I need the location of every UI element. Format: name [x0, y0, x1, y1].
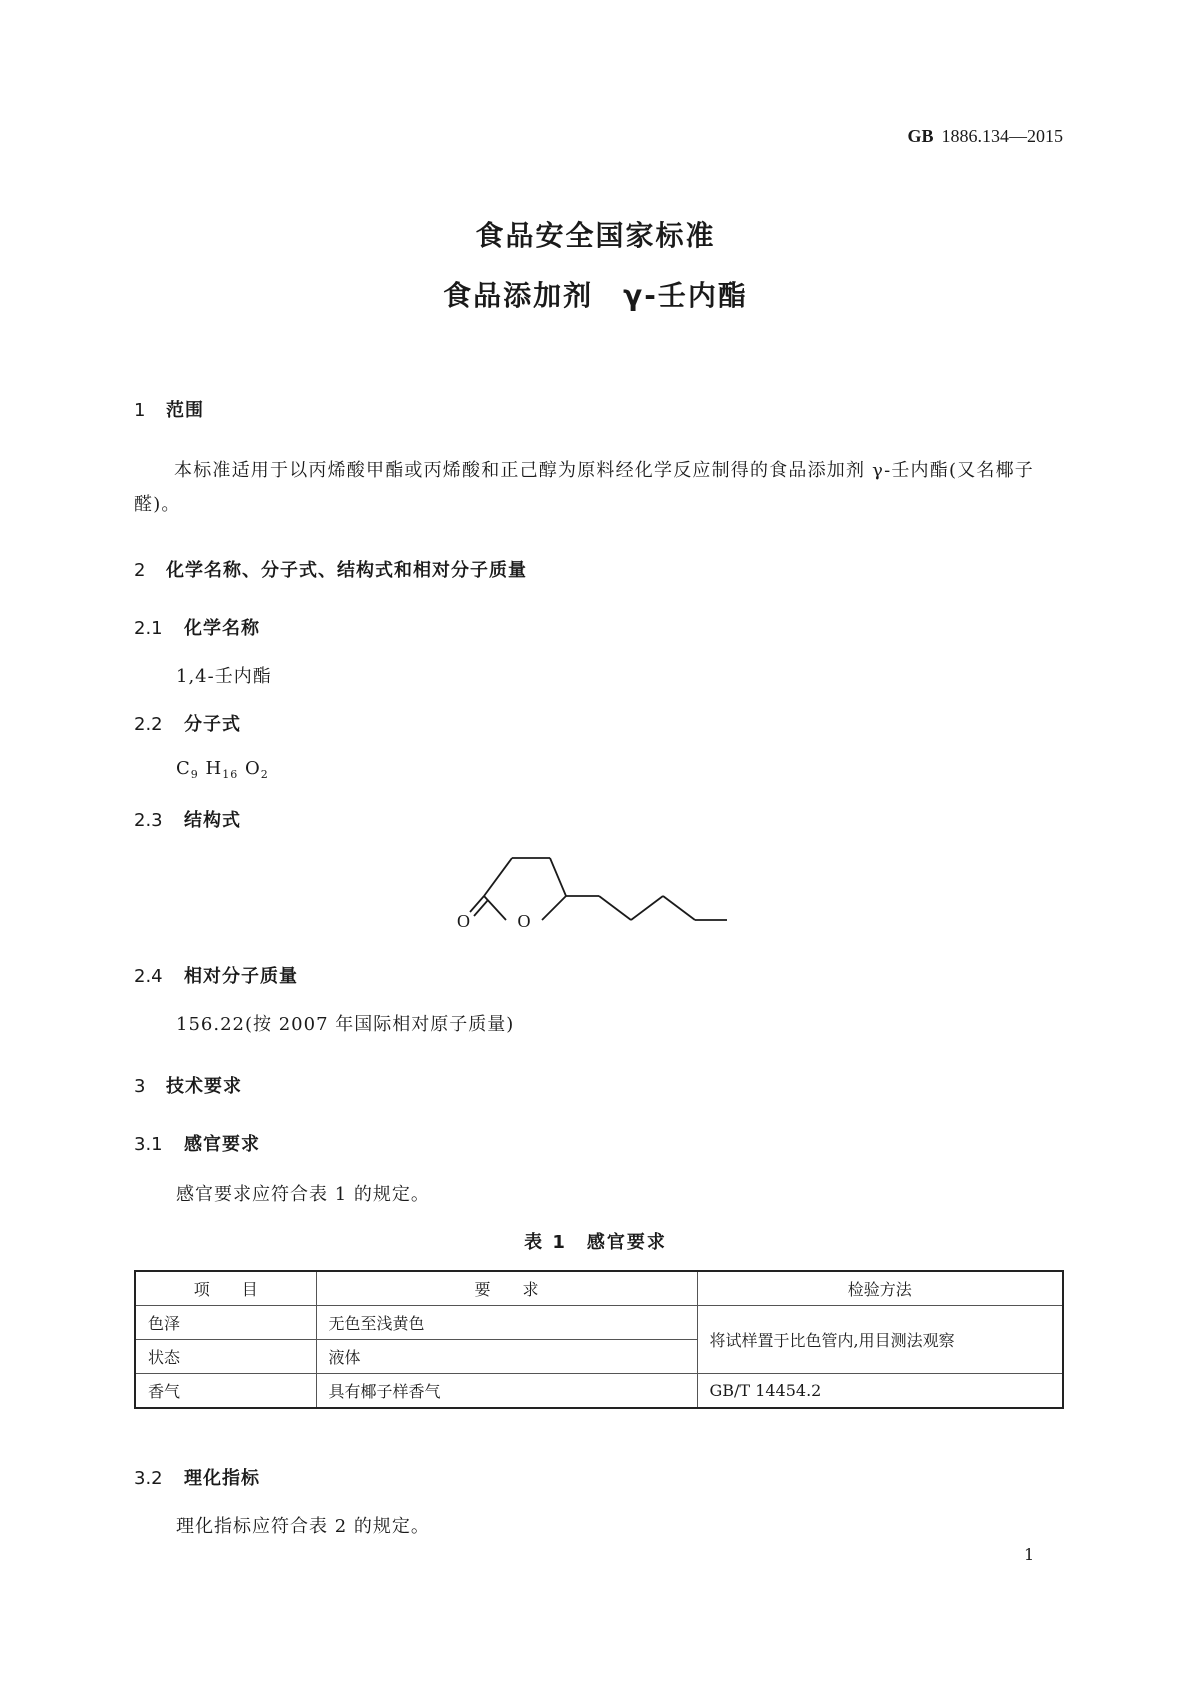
document-title: 食品安全国家标准 — [475, 219, 716, 252]
table-header-row — [135, 1271, 1063, 1306]
table-row — [135, 1306, 1063, 1340]
section-2-heading: 2 化学名称、分子式、结构式和相对分子质量 — [134, 560, 527, 581]
table-cell-requirement: 具有椰子样香气 — [316, 1374, 697, 1409]
section-3-2-text: 理化指标应符合表 2 的规定。 — [176, 1516, 430, 1537]
document-subtitle: 食品添加剂 γ-壬内酯 — [443, 279, 748, 312]
molecular-mass: 156.22(按 2007 年国际相对原子质量) — [176, 1014, 515, 1035]
section-3-1-heading: 3.1 感官要求 — [134, 1134, 260, 1155]
table-cell-item: 状态 — [135, 1340, 316, 1374]
section-3-heading: 3 技术要求 — [134, 1076, 242, 1097]
section-2-3-heading: 2.3 结构式 — [134, 810, 241, 831]
molecular-formula: $C_9$ $H_{16}$ $O_2$ — [176, 758, 269, 781]
section-3-2-heading: 3.2 理化指标 — [134, 1468, 260, 1489]
standard-code-number: 1886.134—2015 — [941, 126, 1063, 146]
table-header-method: 检验方法 — [697, 1271, 1063, 1306]
section-1-text: 本标准适用于以丙烯酸甲酯或丙烯酸和正己醇为原料经化学反应制得的食品添加剂 γ-壬内酯(又名椰子醛)。 — [134, 460, 1034, 515]
section-2-1-heading: 2.1 化学名称 — [134, 618, 260, 639]
table-cell-item: 香气 — [135, 1374, 316, 1409]
structure-bonds — [470, 858, 727, 920]
carbonyl-oxygen-label: O — [457, 911, 470, 931]
chemical-name: 1,4-壬内酯 — [176, 666, 272, 687]
table-cell-item: 色泽 — [135, 1306, 316, 1340]
table-header-item: 项 目 — [135, 1271, 316, 1306]
table-cell-requirement: 液体 — [316, 1340, 697, 1374]
table-1-caption: 表 1 感官要求 — [524, 1232, 667, 1253]
table-cell-requirement: 无色至浅黄色 — [316, 1306, 697, 1340]
structural-formula — [455, 850, 745, 940]
section-3-1-text: 感官要求应符合表 1 的规定。 — [176, 1184, 430, 1205]
page-number: 1 — [1024, 1545, 1035, 1564]
table-header-requirement: 要 求 — [316, 1271, 697, 1306]
standard-code — [907, 126, 1063, 147]
table-row — [135, 1374, 1063, 1409]
table-cell-method: GB/T 14454.2 — [697, 1374, 1063, 1409]
section-2-4-heading: 2.4 相对分子质量 — [134, 966, 298, 987]
section-2-2-heading: 2.2 分子式 — [134, 714, 241, 735]
standard-code-prefix: GB — [907, 126, 934, 146]
table-cell-method: 将试样置于比色管内,用目测法观察 — [697, 1306, 1063, 1374]
table-1 — [134, 1270, 1064, 1409]
ring-oxygen-label: O — [517, 911, 531, 931]
section-1-heading: 1 范围 — [134, 400, 204, 421]
